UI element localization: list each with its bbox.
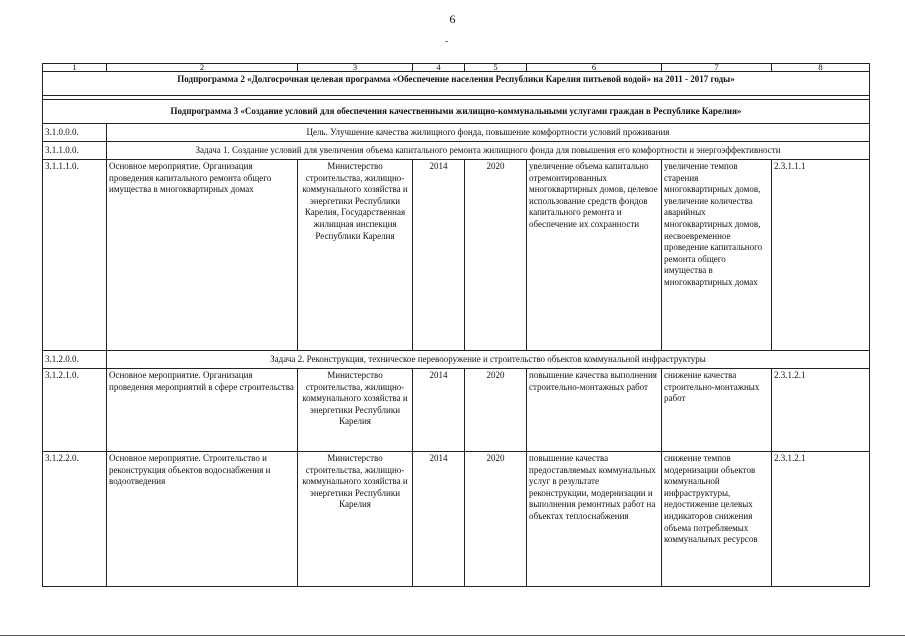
- program-table: [42, 63, 870, 587]
- scan-artifact: [445, 41, 448, 42]
- goal-code: 3.1.0.0.0.: [43, 124, 107, 142]
- col-header-8: 8: [772, 64, 870, 72]
- task1-text: Задача 1. Создание условий для увеличения объема капитального ремонта жилищного фонда для повышения его комфортности и энергоэффективности: [107, 142, 870, 160]
- row-indicator: 2.3.1.2.1: [772, 452, 870, 587]
- row-consequences: снижение качества строительно-монтажных работ: [662, 369, 772, 452]
- row-end-year: 2020: [465, 369, 527, 452]
- row-code: 3.1.2.1.0.: [43, 369, 107, 452]
- row-result: увеличение объема капитально отремонтированных многоквартирных домов, целевое использование средств фондов капитального ремонта и обеспечение их сохранности: [527, 160, 662, 351]
- col-header-2: 2: [107, 64, 298, 72]
- row-result: повышение качества предоставляемых коммунальных услуг в результате реконструкции, модернизации и выполнения ремонтных работ на объектах теплоснабжения: [527, 452, 662, 587]
- task1-row: [43, 142, 870, 160]
- row-end-year: 2020: [465, 160, 527, 351]
- goal-row: [43, 124, 870, 142]
- task2-row: [43, 351, 870, 369]
- header-row: [43, 64, 870, 72]
- row-indicator: 2.3.1.1.1: [772, 160, 870, 351]
- col-header-7: 7: [662, 64, 772, 72]
- task2-code: 3.1.2.0.0.: [43, 351, 107, 369]
- task2-text: Задача 2. Реконструкция, техническое перевооружение и строительство объектов коммунальной инфраструктуры: [107, 351, 870, 369]
- row-start-year: 2014: [413, 369, 465, 452]
- col-header-5: 5: [465, 64, 527, 72]
- row-measure: Основное мероприятие. Строительство и реконструкция объектов водоснабжения и водоотведения: [107, 452, 298, 587]
- row-start-year: 2014: [413, 452, 465, 587]
- subprogram2-row: [43, 72, 870, 96]
- table-row: [43, 452, 870, 587]
- row-result: повышение качества выполнения строительно-монтажных работ: [527, 369, 662, 452]
- goal-text: Цель. Улучшение качества жилищного фонда, повышение комфортности условий проживания: [107, 124, 870, 142]
- subprogram3-row: [43, 100, 870, 124]
- row-start-year: 2014: [413, 160, 465, 351]
- row-code: 3.1.1.1.0.: [43, 160, 107, 351]
- row-code: 3.1.2.2.0.: [43, 452, 107, 587]
- col-header-6: 6: [527, 64, 662, 72]
- row-measure: Основное мероприятие. Организация проведения капитального ремонта общего имущества в многоквартирных домах: [107, 160, 298, 351]
- task1-code: 3.1.1.0.0.: [43, 142, 107, 160]
- table-row: [43, 160, 870, 351]
- row-executor: Министерство строительства, жилищно-коммунального хозяйства и энергетики Республики Карелия: [298, 452, 413, 587]
- row-end-year: 2020: [465, 452, 527, 587]
- row-executor: Министерство строительства, жилищно-коммунального хозяйства и энергетики Республики Карелия: [298, 369, 413, 452]
- row-consequences: снижение темпов модернизации объектов коммунальной инфраструктуры, недостижение целевых индикаторов снижения объема потребляемых коммунальных ресурсов: [662, 452, 772, 587]
- page-bottom-edge: [0, 635, 905, 636]
- col-header-1: 1: [43, 64, 107, 72]
- row-consequences: увеличение темпов старения многоквартирных домов, увеличение количества аварийных многоквартирных домов, несвоевременное проведение капитального ремонта общего имущества в многоквартирных домах: [662, 160, 772, 351]
- table-row: [43, 369, 870, 452]
- subprogram2-title: Подпрограмма 2 «Долгосрочная целевая программа «Обеспечение населения Республики Карелия питьевой водой» на 2011 - 2017 годы»: [43, 72, 870, 96]
- subprogram3-title: Подпрограмма 3 «Создание условий для обеспечения качественными жилищно-коммунальными услугами граждан в Республике Карелия»: [43, 100, 870, 124]
- col-header-3: 3: [298, 64, 413, 72]
- row-indicator: 2.3.1.2.1: [772, 369, 870, 452]
- row-measure: Основное мероприятие. Организация проведения мероприятий в сфере строительства: [107, 369, 298, 452]
- row-executor: Министерство строительства, жилищно-коммунального хозяйства и энергетики Республики Карелия, Государственная жилищная инспекция Республики Карелия: [298, 160, 413, 351]
- page-number: 6: [449, 12, 456, 26]
- col-header-4: 4: [413, 64, 465, 72]
